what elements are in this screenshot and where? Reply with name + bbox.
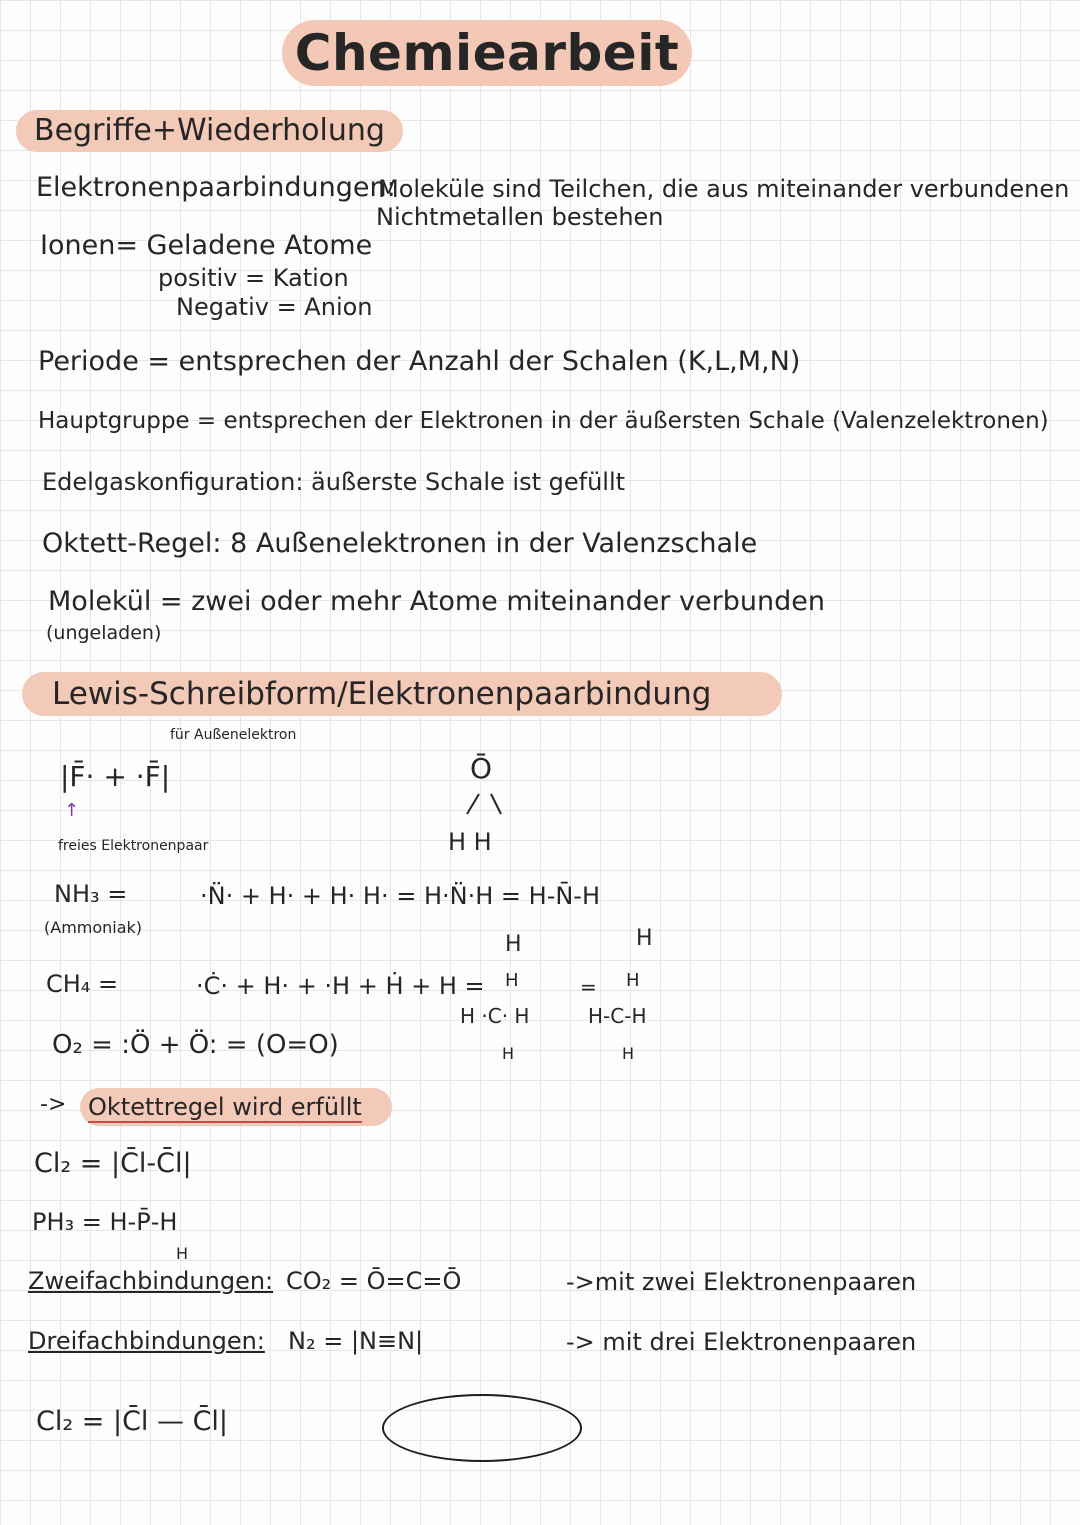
freies-elektronenpaar-label: freies Elektronenpaar <box>58 838 209 854</box>
fuer-aussenelektron-label: für Außenelektron <box>170 727 297 743</box>
ch4-line-bottom-h: H <box>622 1044 635 1063</box>
dreifach-label: Dreifachbindungen: <box>28 1327 265 1355</box>
elektronenpaar-term: Elektronenpaarbindungen: <box>36 172 396 203</box>
ch4-dot-top-h: H <box>505 970 519 991</box>
ch4-equation: ·Ċ· + H· + ·H + Ḣ + H = <box>196 972 485 1000</box>
ionen-definition: Ionen= Geladene Atome <box>40 230 373 261</box>
water-hydrogens: H H <box>448 828 492 856</box>
ch4-dot-middle: H ·C· H <box>460 1004 530 1028</box>
ch4-line-middle: H-C-H <box>588 1004 647 1028</box>
hauptgruppe-definition: Hauptgruppe = entsprechen der Elektronen in der äußersten Schale (Valenzelektronen) <box>38 408 1049 434</box>
oktett-note-arrow: -> <box>40 1092 67 1117</box>
zweifach-note: ->mit zwei Elektronenpaaren <box>566 1268 917 1296</box>
ch4-line-top-h: H <box>626 970 640 991</box>
water-oxygen: Ō <box>470 752 493 785</box>
oktett-definition: Oktett-Regel: 8 Außenelektronen in der Valenzschale <box>42 528 758 559</box>
cl2-formula: Cl₂ = |C̄l-C̄l| <box>34 1148 192 1179</box>
dreifach-note: -> mit drei Elektronenpaaren <box>566 1328 917 1356</box>
oktettregel-note <box>80 1088 392 1126</box>
section-heading-lewis: Lewis-Schreibform/Elektronenpaarbindung <box>22 672 782 716</box>
ch4-equals: = <box>580 975 597 999</box>
empty-oval-shape <box>382 1394 582 1462</box>
water-bond-lines <box>455 790 515 820</box>
page-title: Chemiearbeit <box>282 20 692 86</box>
arrow-up-icon: ↑ <box>64 800 80 821</box>
co2-formula: CO₂ = Ō=C=Ō <box>286 1267 462 1295</box>
n2-formula: N₂ = |N≡N| <box>288 1327 424 1355</box>
elektronenpaar-definition-line1: Moleküle sind Teilchen, die aus miteinander verbundenen <box>378 175 1070 203</box>
ungeladen-note: (ungeladen) <box>46 622 162 644</box>
cl2-bottom-formula: Cl₂ = |C̄l — C̄l| <box>36 1406 229 1437</box>
positiv-kation: positiv = Kation <box>158 264 349 292</box>
elektronenpaar-definition-line2: Nichtmetallen bestehen <box>376 203 664 231</box>
nh3-equation: ·N̈· + H· + H· H· = H·N̈·H = H-N̄-H <box>200 882 601 910</box>
zweifach-label: Zweifachbindungen: <box>28 1267 274 1295</box>
negativ-anion: Negativ = Anion <box>176 293 373 321</box>
ph3-bottom-h: H <box>176 1244 189 1263</box>
periode-definition: Periode = entsprechen der Anzahl der Schalen (K,L,M,N) <box>38 346 801 377</box>
ammoniak-note: (Ammoniak) <box>44 918 143 937</box>
nh3-line-h: H <box>636 926 653 951</box>
nh3-label: NH₃ = <box>54 880 128 908</box>
edelgas-definition: Edelgaskonfiguration: äußerste Schale ist gefüllt <box>42 468 626 496</box>
section-heading-begriffe: Begriffe+Wiederholung <box>16 110 403 152</box>
nh3-dot-h: H <box>505 932 522 957</box>
ch4-dot-bottom-h: H <box>502 1044 515 1063</box>
oktettregel-note-text: Oktettregel wird erfüllt <box>88 1093 362 1121</box>
ch4-label: CH₄ = <box>46 970 119 998</box>
molekuel-definition: Molekül = zwei oder mehr Atome miteinander verbunden <box>48 586 825 617</box>
f2-lewis-formula: |F̄· + ·F̄| <box>60 760 171 793</box>
o2-formula: O₂ = :Ö + Ö: = (O=O) <box>52 1030 339 1060</box>
ph3-formula: PH₃ = H-P̄-H <box>32 1208 178 1236</box>
